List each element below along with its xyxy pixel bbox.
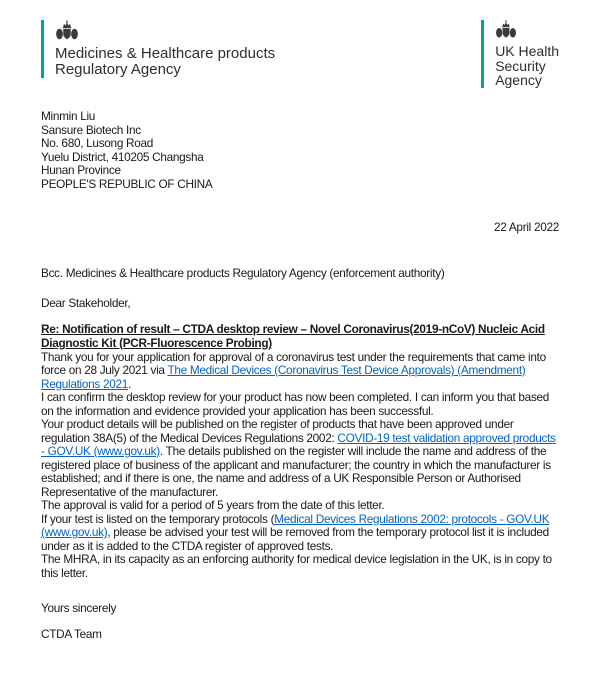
address-line-province: Hunan Province [41,163,121,177]
royal-crest-icon [55,20,79,42]
address-line-country: PEOPLE'S REPUBLIC OF CHINA [41,176,213,191]
valediction: Yours sincerely [41,601,117,615]
address-line-street: No. 680, Lusong Road [41,136,154,150]
mhra-logo-accent-bar [41,20,44,78]
paragraph-approval-validity: The approval is valid for a period of 5 years from the date of this letter. [41,498,385,512]
bcc-line: Bcc. Medicines & Healthcare products Regulatory Agency (enforcement authority) [41,265,445,280]
text-run: If your test is listed on the temporary protocols ( [41,511,275,526]
ukhsa-name-line1: UK Health [495,43,559,59]
signature-team: CTDA Team [41,626,102,641]
salutation: Dear Stakeholder, [41,296,131,310]
text-run: . The details published on the register will include the name and address of the registered place of business of the applicant and manufacturer; the country in which the manufacturer is established; and if there is one, the name and address of a UK Responsible Person or Authorised Representative of the manufacturer. [41,444,551,499]
letter-date: 22 April 2022 [494,220,559,234]
paragraph-application [41,351,559,392]
ukhsa-logo [481,20,559,88]
ukhsa-name-line3: Agency [495,72,542,88]
address-line-district: Yuelu District, 410205 Changsha [41,149,204,164]
ukhsa-logo-accent-bar [481,20,484,88]
paragraph-mhra-copy: The MHRA, in its capacity as an enforcing authority for medical device legislation in the UK, is in copy to this letter. [41,552,552,580]
royal-crest-icon [495,20,517,40]
text-run: Your product details will be published on the register of products that have been approved under regulation 38A(5) of the Medical Devices Regulations 2002: [41,417,514,445]
ukhsa-name-line2: Security [495,57,546,74]
mhra-name-line1: Medicines & Healthcare products [55,45,276,62]
paragraph-register-details [41,418,559,499]
recipient-address [41,110,559,191]
address-line-company: Sansure Biotech Inc [41,122,141,137]
mhra-name-line2: Regulatory Agency [55,61,181,78]
text-run: Thank you for your application for approval of a coronavirus test under the requirements that came into force on 28 July 2021 via [41,349,546,377]
link-protocols-govuk[interactable]: Medical Devices Regulations 2002: protocols - GOV.UK (www.gov.uk) [41,511,550,539]
paragraph-review-complete: I can confirm the desktop review for your product has now been completed. I can inform you that based on the information and evidence provided your application has been successful. [41,390,550,418]
mhra-logo [41,20,275,78]
letter-header [41,20,559,92]
link-covid19-approved-products[interactable]: COVID-19 test validation approved products - GOV.UK (www.gov.uk) [41,430,556,458]
paragraph-temporary-protocols [41,513,559,554]
text-run: , please be advised your test will be removed from the temporary protocol list it is included under as it is added to the CTDA register of approved tests. [41,525,549,553]
address-line-name: Minmin Liu [41,109,96,123]
subject-line: Re: Notification of result – CTDA desktop review – Novel Coronavirus(2019-nCoV) Nucleic Acid Diagnostic Kit (PCR-Fluorescence Probing) [41,321,545,350]
text-run: . [128,376,132,391]
link-ctda-amendment-regulations[interactable]: The Medical Devices (Coronavirus Test Device Approvals) (Amendment) Regulations 2021 [41,363,526,391]
